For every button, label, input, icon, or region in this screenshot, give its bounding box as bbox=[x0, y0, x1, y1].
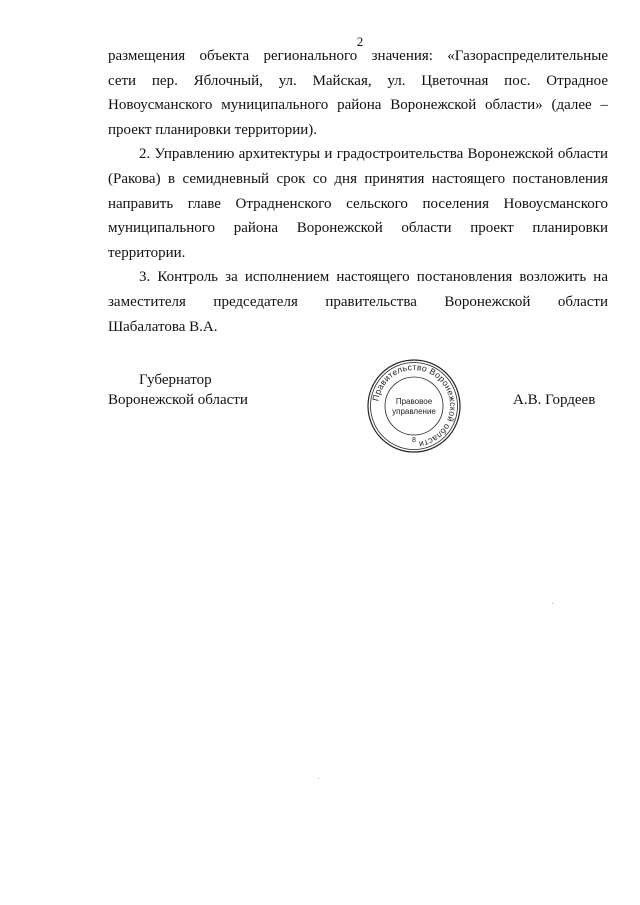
text-line: направить главе Отрадненского сельского поселения Новоусманского bbox=[108, 195, 608, 212]
text-line: Шабалатова В.А. bbox=[108, 318, 218, 335]
signature-role-line1: Губернатор bbox=[139, 372, 212, 388]
svg-text:управление: управление bbox=[392, 407, 436, 416]
paragraph-2 bbox=[108, 142, 608, 265]
signature-role bbox=[108, 370, 248, 410]
paragraph-3 bbox=[108, 265, 608, 339]
seal-stamp-graphic bbox=[364, 356, 464, 456]
svg-text:8: 8 bbox=[412, 437, 416, 444]
text-line: 3. Контроль за исполнением настоящего постановления возложить на bbox=[139, 269, 608, 286]
scan-speck bbox=[318, 778, 319, 779]
text-line: (Ракова) в семидневный срок со дня принятия настоящего постановления bbox=[108, 170, 608, 187]
seal-stamp bbox=[364, 356, 464, 456]
scan-speck bbox=[552, 603, 553, 604]
text-line: заместителя председателя правительства Воронежской области bbox=[108, 293, 608, 310]
signature-role-line2: Воронежской области bbox=[108, 392, 248, 408]
text-line: муниципального района Воронежской области проект планировки bbox=[108, 220, 608, 237]
text-line: сети пер. Яблочный, ул. Майская, ул. Цветочная пос. Отрадное bbox=[108, 72, 608, 89]
text-line: Новоусманского муниципального района Воронежской области» (далее – bbox=[108, 97, 608, 114]
page-number: 2 bbox=[356, 34, 364, 49]
document-body bbox=[108, 44, 608, 339]
signature-name: А.В. Гордеев bbox=[513, 392, 596, 408]
text-line: 2. Управлению архитектуры и градостроительства Воронежской области bbox=[139, 146, 608, 163]
paragraph-1 bbox=[108, 44, 608, 142]
text-line: проект планировки территории). bbox=[108, 121, 318, 138]
svg-text:Правовое: Правовое bbox=[395, 397, 433, 406]
text-line: территории. bbox=[108, 244, 186, 261]
text-line: размещения объекта регионального значения: «Газораспределительные bbox=[108, 48, 608, 64]
svg-text:Правительство Воронежской обла: Правительство Воронежской области bbox=[370, 361, 459, 450]
